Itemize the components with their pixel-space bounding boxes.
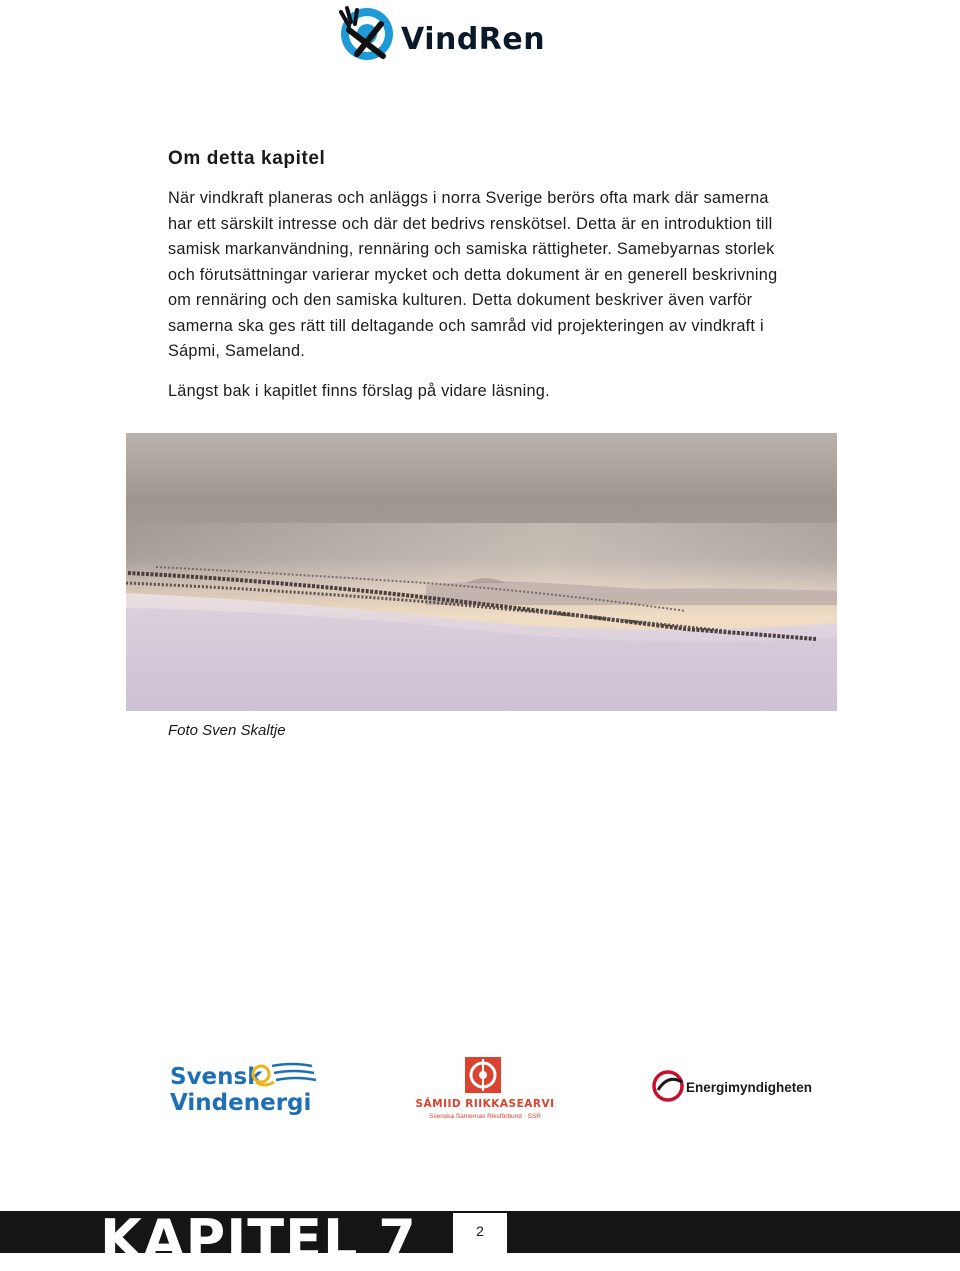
vindren-logo <box>335 4 555 64</box>
samiid-name: SÁMIID RIIKKASEARVI <box>415 1098 555 1110</box>
svensk-vindenergi-line1: Svensk <box>170 1064 263 1090</box>
page-number-box <box>453 1213 507 1253</box>
samiid-subtitle: Svenska Samernas Riksförbund · SSR <box>429 1113 541 1120</box>
svensk-vindenergi-logo <box>168 1058 318 1120</box>
svensk-vindenergi-line2: Vindenergi <box>170 1090 312 1116</box>
photo-caption: Foto Sven Skaltje <box>168 722 286 739</box>
energimyndigheten-swirl-icon <box>654 1072 682 1100</box>
chapter-label: KAPITEL 7 <box>100 1208 417 1271</box>
energimyndigheten-name: Energimyndigheten <box>686 1080 813 1095</box>
reindeer-turbine-icon <box>335 4 401 64</box>
further-reading-note: Längst bak i kapitlet finns förslag på vidare läsning. <box>168 381 550 400</box>
footer-bar <box>0 1208 960 1271</box>
chapter-title: Om detta kapitel <box>168 148 326 169</box>
reindeer-herd-photo <box>126 433 837 711</box>
energimyndigheten-logo <box>652 1068 813 1104</box>
chapter-intro <box>168 186 788 404</box>
intro-paragraph: När vindkraft planeras och anläggs i norra Sverige berörs ofta mark där samerna har ett särskilt intresse och där det bedrivs renskötsel. Detta är en introduktion till samisk markanvändning, rennäring och samiska rättigheter. Samebyarnas storlek och förutsättningar varierar mycket och detta dokument är en generell beskrivning om rennäring och den samiska kulturen. Detta dokument beskriver även varför samerna ska ges rätt till deltagande och samråd vid projekteringen av vindkraft i Sápmi, Sameland. <box>168 189 778 360</box>
brand-name: VindRen <box>401 22 546 57</box>
ssr-emblem-icon <box>465 1057 501 1093</box>
page-number: 2 <box>476 1223 484 1239</box>
samiid-riikkasearvi-logo <box>410 1055 560 1123</box>
